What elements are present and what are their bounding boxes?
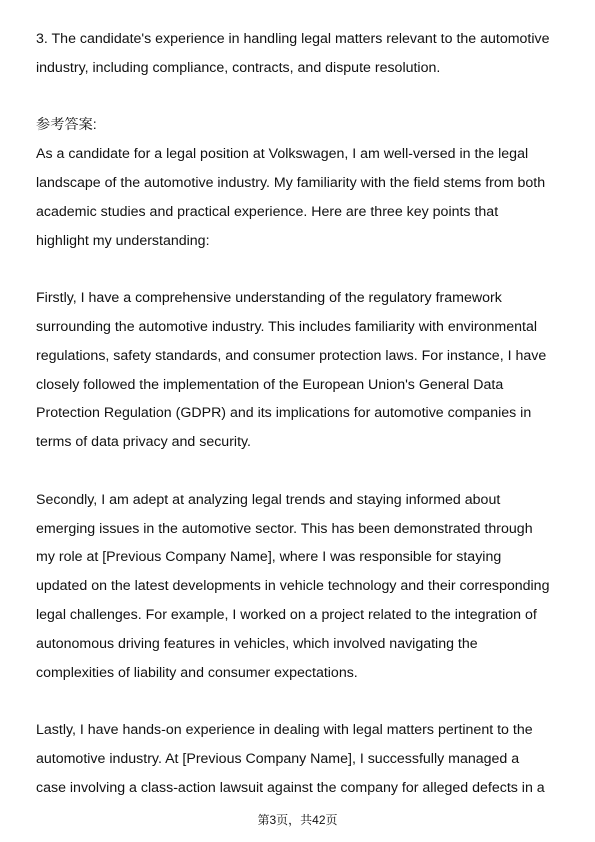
answer-paragraph-3 <box>36 486 564 688</box>
paragraph-gap <box>36 255 564 284</box>
text-line: 3. The candidate's experience in handling legal matters relevant to the automotive <box>36 31 550 47</box>
text-line: closely followed the implementation of the European Union's General Data <box>36 376 504 393</box>
text-line: landscape of the automotive industry. My familiarity with the field stems from both <box>36 174 546 191</box>
text-line: emerging issues in the automotive sector. This has been demonstrated through <box>36 520 533 537</box>
text-line: my role at [Previous Company Name], where I was responsible for staying <box>36 549 502 566</box>
text-line: surrounding the automotive industry. This includes familiarity with environmental <box>36 318 538 335</box>
text-line: autonomous driving features in vehicles, which involved navigating the <box>36 635 478 652</box>
answer-heading: 参考答案: <box>36 117 97 134</box>
page-number-footer: 第3页，共42页 <box>257 813 338 827</box>
answer-paragraph-1 <box>36 140 564 255</box>
text-line: terms of data privacy and security. <box>36 434 252 451</box>
text-line: legal challenges. For example, I worked on a project related to the integration of <box>36 606 537 623</box>
text-line: Firstly, I have a comprehensive understanding of the regulatory framework <box>36 290 502 307</box>
document-page <box>36 25 564 803</box>
text-line: Secondly, I am adept at analyzing legal trends and staying informed about <box>36 491 501 508</box>
paragraph-gap <box>36 83 564 112</box>
answer-paragraph-2 <box>36 284 564 457</box>
text-line: Protection Regulation (GDPR) and its implications for automotive companies in <box>36 405 532 422</box>
text-line: industry, including compliance, contracts, and dispute resolution. <box>36 59 441 76</box>
text-line: As a candidate for a legal position at Volkswagen, I am well-versed in the legal <box>36 146 529 163</box>
answer-paragraph-4 <box>36 716 564 802</box>
text-line: highlight my understanding: <box>36 232 210 249</box>
text-line: case involving a class-action lawsuit against the company for alleged defects in a <box>36 779 545 796</box>
text-line: Lastly, I have hands-on experience in dealing with legal matters pertinent to the <box>36 722 533 739</box>
text-line: automotive industry. At [Previous Company Name], I successfully managed a <box>36 750 520 767</box>
paragraph-gap <box>36 687 564 716</box>
question-text <box>36 25 564 83</box>
paragraph-gap <box>36 457 564 486</box>
text-line: complexities of liability and consumer expectations. <box>36 664 358 681</box>
text-line: academic studies and practical experience. Here are three key points that <box>36 203 499 220</box>
text-line: updated on the latest developments in vehicle technology and their corresponding <box>36 578 550 595</box>
text-line: regulations, safety standards, and consumer protection laws. For instance, I have <box>36 347 547 364</box>
